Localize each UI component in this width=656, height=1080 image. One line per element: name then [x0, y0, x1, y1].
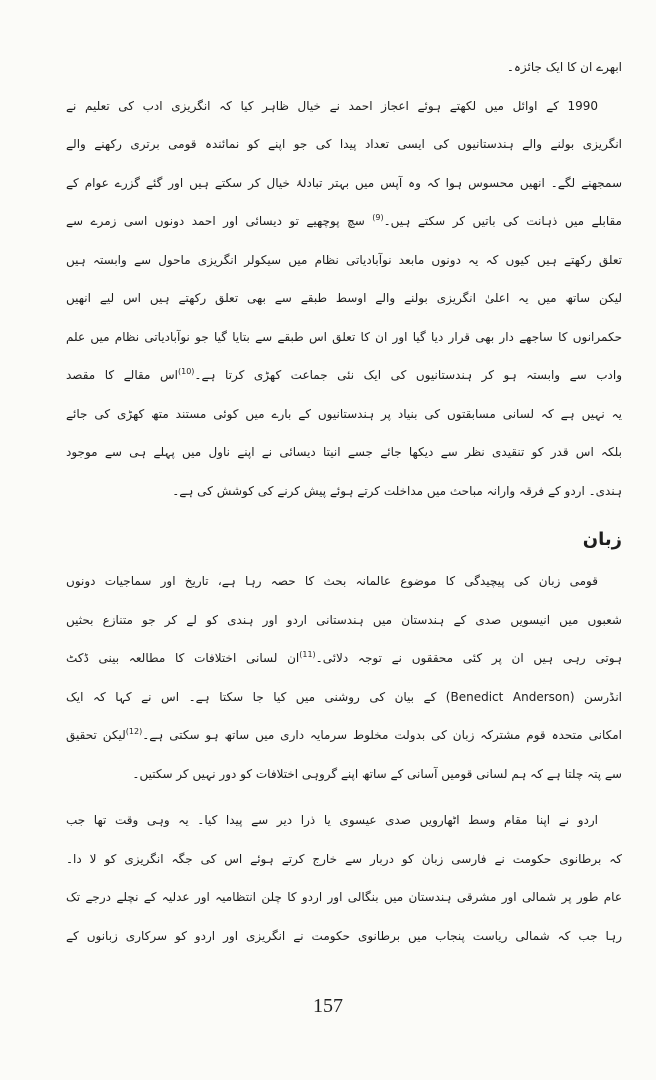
- text-line: تعلق رکھتے ہیں کیوں کہ یہ دونوں مابعد نوآبادیاتی نظام میں سیکولر انگریزی ماحول سے وابستہ ہیں: [66, 252, 622, 267]
- text-line: سمجھنے لگے۔ انھیں محسوس ہوا کہ وہ آپس میں بہتر تبادلۂ خیال کر سکتے ہیں اور گئے گزرے عوام کے: [66, 175, 622, 190]
- footnote-ref: (12): [125, 727, 143, 736]
- text-segment: مقابلے میں ذہانت کی باتیں کر سکتے ہیں۔: [383, 214, 622, 228]
- text-line: انڈرسن (Benedict Anderson) کے بیان کی روشنی میں کیا جا سکتا ہے۔ اس نے کہا کہ ایک: [66, 689, 623, 704]
- text-line: ابھرے ان کا ایک جائزہ۔: [506, 60, 622, 74]
- text-line: [66, 639, 622, 678]
- text-line: [66, 716, 622, 755]
- text-segment: سچ پوچھیے تو دیسائی اور احمد دونوں اسی زمرے سے: [66, 214, 373, 228]
- paragraph-gap: [66, 793, 622, 801]
- text-segment: ان لسانی اختلافات کا مطالعہ بینی ڈکٹ: [66, 651, 300, 665]
- footnote-ref: (9): [372, 213, 384, 222]
- paragraph: [66, 48, 622, 510]
- text-line: اردو نے اپنا مقام وسط اٹھارویں صدی عیسوی یا ذرا دیر سے پیدا کیا۔ یہ وہی وقت تھا جب: [66, 813, 598, 827]
- text-segment: وادب سے وابستہ ہو کر ہندستانیوں کی ایک نئی جماعت کھڑی کرتا ہے۔: [194, 368, 622, 382]
- text-line: شعبوں میں انیسویں صدی کے ہندستان میں ہندستانی اردو اور ہندی کو لے کر جو متنازع بحثیں: [66, 612, 622, 627]
- text-line: ہندی۔ اردو کے فرقہ وارانہ مباحث میں مداخلت کرتے ہوئے پیش کرنے کی کوشش کی ہے۔: [172, 483, 622, 498]
- text-line: حکمرانوں کا ساجھے دار بھی قرار دیا گیا اور ان کا تعلق اس طبقے سے بتایا گیا جو نوآبادیاتی نظام میں علم: [66, 329, 622, 344]
- text-line: 1990 کے اوائل میں لکھتے ہوئے اعجاز احمد نے خیال ظاہر کیا کہ انگریزی ادب کی تعلیم نے: [66, 98, 598, 113]
- paragraph: [66, 562, 622, 793]
- text-line: [66, 202, 622, 241]
- text-line: بلکہ اس قدر کو تنقیدی نظر سے دیکھا جائے جسے انیتا دیسائی نے اپنے ناول میں پہلے ہی سے موجود: [66, 445, 622, 459]
- text-line: کہ برطانوی حکومت نے فارسی زبان کو دربار سے خارج کرتے ہوئے اس کی جگہ انگریزی کو لا دا۔: [66, 851, 622, 866]
- text-line: [66, 356, 622, 395]
- paragraph: [66, 801, 622, 955]
- text-line: لیکن ساتھ میں یہ اعلیٰ انگریزی بولنے والے اوسط طبقے سے بھی تعلق رکھتے ہیں اس لیے انھیں: [66, 291, 622, 305]
- text-line: عام طور پر شمالی اور مشرقی ہندستان میں بنگالی اور اردو کا چلن انتظامیہ اور عدلیہ کے نچلے درجے تک: [66, 890, 622, 904]
- text-segment: اس مقالے کا مقصد: [66, 368, 178, 382]
- footnote-ref: (10): [177, 367, 195, 376]
- text-segment: امکانی متحدہ قوم مشترکہ زبان کی بدولت مخلوط سرمایہ داری میں ساتھ ہو سکتی ہے۔: [142, 728, 623, 742]
- footnote-ref: (11): [299, 650, 316, 659]
- page-number: 157: [313, 995, 343, 1017]
- section-heading: زبان: [582, 529, 622, 550]
- text-line: انگریزی بولنے والے ہندستانیوں کی ایسی تعداد پیدا کی جو اپنے کو نمائندہ قومی برتری رکھنے والے: [66, 137, 622, 151]
- text-line: سے پتہ چلتا ہے کہ ہم لسانی قومیں آسانی کے ساتھ اپنے گروہی اختلافات کو دور نہیں کر سکتیں۔: [132, 766, 622, 781]
- text-line: یہ نہیں ہے کہ لسانی مسابقتوں کی بنیاد پر ہندستانیوں کے بارے میں کوئی مستند متھ کھڑی کی جائے: [66, 406, 622, 421]
- text-line: رہا جب کہ شمالی ریاست پنجاب میں برطانوی حکومت نے انگریزی اور اردو کو سرکاری زبانوں کے: [66, 928, 622, 943]
- text-segment: لیکن تحقیق: [66, 728, 126, 742]
- text-line: قومی زبان کی پیچیدگی کا موضوع عالمانہ بحث کا حصہ رہا ہے، تاریخ اور سماجیات دونوں: [66, 574, 598, 588]
- text-segment: ہوتی رہی ہیں ان پر کئی محققوں نے توجہ دلائی۔: [315, 651, 622, 665]
